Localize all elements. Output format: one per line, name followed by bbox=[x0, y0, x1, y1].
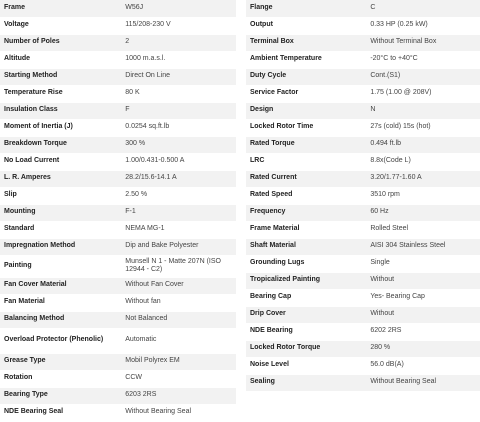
spec-value: Without Bearing Seal bbox=[366, 374, 480, 391]
spec-value: CCW bbox=[121, 370, 236, 387]
table-row bbox=[246, 323, 480, 340]
spec-label: Sealing bbox=[246, 374, 366, 391]
table-row bbox=[0, 277, 236, 294]
spec-label: Insulation Class bbox=[0, 102, 121, 119]
spec-label: Standard bbox=[0, 221, 121, 238]
table-row bbox=[246, 17, 480, 34]
spec-value: 80 K bbox=[121, 85, 236, 102]
table-row bbox=[246, 204, 480, 221]
spec-table bbox=[0, 0, 236, 422]
table-row bbox=[0, 187, 236, 204]
spec-table-left bbox=[0, 0, 236, 422]
spec-label: Impregnation Method bbox=[0, 238, 121, 255]
table-row bbox=[0, 51, 236, 68]
spec-label: Rotation bbox=[0, 370, 121, 387]
spec-label: Fan Cover Material bbox=[0, 277, 121, 294]
spec-value: Rolled Steel bbox=[366, 221, 480, 238]
spec-value: 1.75 (1.00 @ 208V) bbox=[366, 85, 480, 102]
spec-label: Temperature Rise bbox=[0, 85, 121, 102]
table-row bbox=[246, 374, 480, 391]
spec-value: Without bbox=[366, 306, 480, 323]
spec-label: Frame bbox=[0, 0, 121, 17]
spec-label: Altitude bbox=[0, 51, 121, 68]
table-row bbox=[246, 119, 480, 136]
table-row bbox=[0, 221, 236, 238]
spec-label: Noise Level bbox=[246, 357, 366, 374]
spec-value: Without Bearing Seal bbox=[121, 404, 236, 421]
spec-value: 3510 rpm bbox=[366, 187, 480, 204]
table-row bbox=[0, 311, 236, 328]
table-row bbox=[0, 387, 236, 404]
spec-label: L. R. Amperes bbox=[0, 170, 121, 187]
spec-value: Without Fan Cover bbox=[121, 277, 236, 294]
table-row bbox=[246, 238, 480, 255]
spec-value: W56J bbox=[121, 0, 236, 17]
spec-value: 0.0254 sq.ft.lb bbox=[121, 119, 236, 136]
spec-value: 280 % bbox=[366, 340, 480, 357]
table-row bbox=[246, 170, 480, 187]
table-row bbox=[0, 294, 236, 311]
table-row bbox=[0, 238, 236, 255]
spec-value: 0.33 HP (0.25 kW) bbox=[366, 17, 480, 34]
spec-label: Locked Rotor Time bbox=[246, 119, 366, 136]
spec-value: -20°C to +40°C bbox=[366, 51, 480, 68]
table-row bbox=[0, 404, 236, 421]
table-row bbox=[0, 85, 236, 102]
spec-value: 28.2/15.6-14.1 A bbox=[121, 170, 236, 187]
spec-value: Automatic bbox=[121, 328, 236, 353]
spec-label: Slip bbox=[0, 187, 121, 204]
spec-label: Locked Rotor Torque bbox=[246, 340, 366, 357]
spec-label: Duty Cycle bbox=[246, 68, 366, 85]
spec-value: 27s (cold) 15s (hot) bbox=[366, 119, 480, 136]
spec-label: Bearing Cap bbox=[246, 289, 366, 306]
table-row bbox=[0, 17, 236, 34]
spec-value: 2 bbox=[121, 34, 236, 51]
spec-value: Munsell N 1 - Matte 207N (ISO 12944 - C2) bbox=[121, 255, 236, 277]
spec-value: 300 % bbox=[121, 136, 236, 153]
spec-label: Breakdown Torque bbox=[0, 136, 121, 153]
table-row bbox=[246, 289, 480, 306]
table-row bbox=[246, 51, 480, 68]
spec-value: 2.50 % bbox=[121, 187, 236, 204]
table-row bbox=[246, 0, 480, 17]
spec-value: 8.8x(Code L) bbox=[366, 153, 480, 170]
spec-value: 1000 m.a.s.l. bbox=[121, 51, 236, 68]
spec-label: Shaft Material bbox=[246, 238, 366, 255]
table-row bbox=[246, 357, 480, 374]
spec-value: 115/208-230 V bbox=[121, 17, 236, 34]
spec-value: Without Terminal Box bbox=[366, 34, 480, 51]
table-row bbox=[246, 272, 480, 289]
spec-table bbox=[246, 0, 480, 392]
table-row bbox=[246, 187, 480, 204]
table-row bbox=[0, 170, 236, 187]
spec-value: Direct On Line bbox=[121, 68, 236, 85]
spec-label: Terminal Box bbox=[246, 34, 366, 51]
spec-value: 3.20/1.77-1.60 A bbox=[366, 170, 480, 187]
spec-value: F-1 bbox=[121, 204, 236, 221]
table-row bbox=[0, 102, 236, 119]
table-row bbox=[0, 255, 236, 277]
spec-label: Bearing Type bbox=[0, 387, 121, 404]
spec-table-right bbox=[246, 0, 480, 392]
table-row bbox=[246, 221, 480, 238]
spec-value: 6202 2RS bbox=[366, 323, 480, 340]
spec-label: Rated Torque bbox=[246, 136, 366, 153]
spec-label: LRC bbox=[246, 153, 366, 170]
spec-label: No Load Current bbox=[0, 153, 121, 170]
spec-value: NEMA MG-1 bbox=[121, 221, 236, 238]
spec-label: Number of Poles bbox=[0, 34, 121, 51]
spec-value: 0.494 ft.lb bbox=[366, 136, 480, 153]
spec-value: C bbox=[366, 0, 480, 17]
table-row bbox=[246, 340, 480, 357]
spec-value: Single bbox=[366, 255, 480, 272]
spec-label: Rated Current bbox=[246, 170, 366, 187]
table-row bbox=[246, 306, 480, 323]
spec-label: Painting bbox=[0, 255, 121, 277]
table-row bbox=[0, 34, 236, 51]
table-row bbox=[246, 153, 480, 170]
spec-value: Not Balanced bbox=[121, 311, 236, 328]
spec-label: Drip Cover bbox=[246, 306, 366, 323]
table-row bbox=[246, 102, 480, 119]
table-row bbox=[0, 328, 236, 353]
spec-label: Fan Material bbox=[0, 294, 121, 311]
spec-label: Flange bbox=[246, 0, 366, 17]
spec-label: Design bbox=[246, 102, 366, 119]
spec-value: Dip and Bake Polyester bbox=[121, 238, 236, 255]
table-row bbox=[246, 68, 480, 85]
table-row bbox=[0, 204, 236, 221]
spec-label: Moment of Inertia (J) bbox=[0, 119, 121, 136]
spec-label: NDE Bearing bbox=[246, 323, 366, 340]
spec-value: 1.00/0.431-0.500 A bbox=[121, 153, 236, 170]
spec-value: N bbox=[366, 102, 480, 119]
spec-label: Output bbox=[246, 17, 366, 34]
spec-label: Voltage bbox=[0, 17, 121, 34]
spec-label: Balancing Method bbox=[0, 311, 121, 328]
spec-label: Frequency bbox=[246, 204, 366, 221]
spec-label: Overload Protector (Phenolic) bbox=[0, 328, 121, 353]
spec-label: NDE Bearing Seal bbox=[0, 404, 121, 421]
spec-value: Cont.(S1) bbox=[366, 68, 480, 85]
table-row bbox=[0, 136, 236, 153]
spec-value: F bbox=[121, 102, 236, 119]
spec-value: Without fan bbox=[121, 294, 236, 311]
spec-label: Starting Method bbox=[0, 68, 121, 85]
spec-label: Mounting bbox=[0, 204, 121, 221]
spec-value: 56.0 dB(A) bbox=[366, 357, 480, 374]
table-row bbox=[0, 68, 236, 85]
spec-label: Rated Speed bbox=[246, 187, 366, 204]
spec-value: Yes- Bearing Cap bbox=[366, 289, 480, 306]
table-row bbox=[246, 255, 480, 272]
spec-value: 6203 2RS bbox=[121, 387, 236, 404]
spec-value: Mobil Polyrex EM bbox=[121, 353, 236, 370]
table-row bbox=[0, 0, 236, 17]
spec-label: Ambient Temperature bbox=[246, 51, 366, 68]
table-row bbox=[0, 119, 236, 136]
spec-value: AISI 304 Stainless Steel bbox=[366, 238, 480, 255]
spec-label: Frame Material bbox=[246, 221, 366, 238]
spec-label: Grease Type bbox=[0, 353, 121, 370]
table-row bbox=[0, 153, 236, 170]
spec-value: Without bbox=[366, 272, 480, 289]
spec-label: Service Factor bbox=[246, 85, 366, 102]
table-row bbox=[246, 34, 480, 51]
spec-label: Grounding Lugs bbox=[246, 255, 366, 272]
table-row bbox=[246, 136, 480, 153]
spec-label: Tropicalized Painting bbox=[246, 272, 366, 289]
table-row bbox=[246, 85, 480, 102]
table-row bbox=[0, 370, 236, 387]
spec-value: 60 Hz bbox=[366, 204, 480, 221]
table-row bbox=[0, 353, 236, 370]
